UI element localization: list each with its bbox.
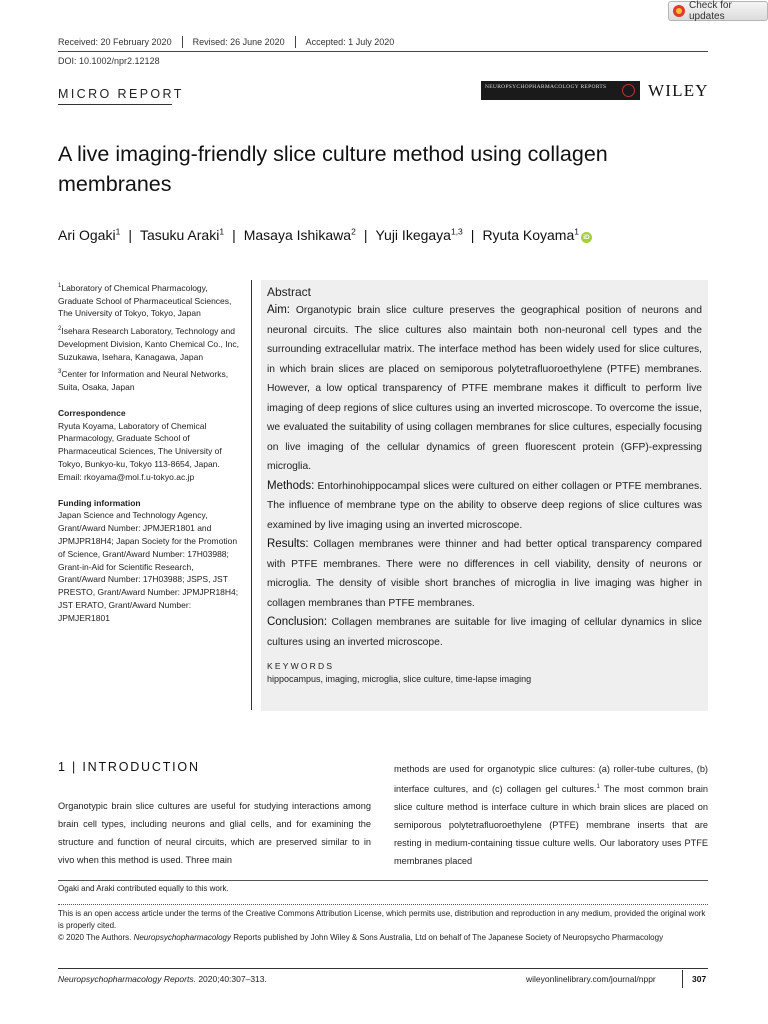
journal-website-link[interactable]: wileyonlinelibrary.com/journal/nppr — [526, 974, 656, 984]
affiliation: $^1$Laboratory of Chemical Pharmacology, Graduate School of Pharmaceutical Sciences, The University of Tokyo, Tokyo, Japan — [58, 282, 232, 319]
section-heading-introduction: 1 | INTRODUCTION — [58, 760, 200, 774]
journal-logo-text: NEUROPSYCHOPHARMACOLOGY REPORTS — [485, 84, 607, 90]
abstract-methods: Methods: Entorhinohippocampal slices were cultured on either collagen or PTFE membranes. The influence of membrane type on the ability to observe deep regions of slice cultures was examined by live imaging using an inverted microscope. — [267, 479, 702, 531]
body-paragraph: methods are used for organotypic slice cultures: (a) roller-tube cultures, (b) interface cultures, and (c) collagen gel cultures.$^1$ The most common brain slice culture method is interface culture in which brain slices are placed on semiporous polytetrafluoroethylene (PTFE) membrane inserts that are resting in medium-containing tissue culture wells. Our laboratory uses PTFE membranes placed — [394, 764, 708, 867]
author-list: Ari Ogaki$^1$ | Tasuku Araki$^1$ | Masaya Ishikawa$^2$ | Yuji Ikegaya$^{1,3}$ | Ryuta Koyama$^1$iD — [58, 226, 592, 243]
body-column-right — [394, 760, 708, 870]
keywords-heading: KEYWORDS — [267, 661, 335, 671]
author-info-column — [58, 280, 240, 625]
orcid-icon[interactable]: iD — [581, 232, 592, 243]
accepted-date: Accepted: 1 July 2020 — [295, 36, 405, 48]
correspondence-text: Ryuta Koyama, Laboratory of Chemical Pharmacology, Graduate School of Pharmaceutical Sciences, The University of Tokyo, Bunkyo-ku, Tokyo 113-8654, Japan. Email: rkoyama@mol.f.u-tokyo.ac.jp — [58, 420, 222, 482]
author[interactable]: Yuji Ikegaya$^{1,3}$ — [375, 226, 463, 243]
journal-logo — [481, 81, 640, 100]
correspondence-heading: Correspondence — [58, 407, 126, 418]
author[interactable]: Masaya Ishikawa$^2$ — [243, 226, 356, 243]
equal-contribution-note: Ogaki and Araki contributed equally to this work. — [58, 884, 229, 893]
body-column-left — [58, 760, 371, 869]
citation-ref[interactable]: 1 — [596, 784, 600, 790]
author[interactable]: Tasuku Araki$^1$ — [139, 226, 225, 243]
check-for-updates-label: Check for updates — [689, 0, 732, 22]
abstract-results: Results: Collagen membranes were thinner and had better optical transparency compared with PTFE membranes. There were no differences in cell viability, density of neurons or microglia. The density of visible short branches of microglia in live imaging was higher in collagen membranes than PTFE membranes. — [267, 538, 702, 609]
license-text: This is an open access article under the terms of the Creative Commons Attribution License, which permits use, distribution and reproduction in any medium, provided the original work is properly cited. © 2020 The Authors. Neuropsychopharmacology Reports published by John Wiley & Sons Australia, Ltd on behalf of The Japanese Society of Neuropsycho Pharmacology — [58, 909, 706, 942]
page-number: 307 — [692, 974, 707, 984]
abstract-aim: Aim: Organotypic brain slice culture preserves the geographical position of neurons and neuronal circuits. The slice cultures also maintain both non-neuronal cell types and the surrounding extracellular matrix. The interface method has been widely used for slice cultures, in which brain slices are placed on semiporous polytetrafluoroethylene (PTFE) membranes. However, a low optical transparency of PTFE membrane makes it difficult to perform live imaging of deep regions of slice cultures using an inverted microscope. To overcome the issue, we evaluated the suitability of using collagen membranes for slice cultures, especially focusing on live imaging of the cellular dynamics of green fluorescent protein (GFP)-expressing microglia. — [267, 304, 702, 472]
footer-rule — [58, 968, 708, 969]
received-date: Received: 20 February 2020 — [58, 37, 172, 47]
footnote-divider — [58, 904, 708, 905]
affiliation: $^3$Center for Information and Neural Networks, Suita, Osaka, Japan — [58, 369, 229, 393]
revised-date: Revised: 26 June 2020 — [182, 36, 295, 48]
abstract-heading: Abstract — [267, 285, 312, 299]
header-rule — [58, 51, 708, 52]
abstract-body — [267, 301, 702, 652]
article-title: A live imaging-friendly slice culture method using collagen membranes — [58, 142, 608, 196]
author[interactable]: Ari Ogaki$^1$ — [58, 226, 121, 243]
article-type: MICRO REPORT — [58, 87, 184, 101]
funding-text: Japan Science and Technology Agency, Grant/Award Number: JPMJER1801 and JPMJPR18H4; Japan Society for the Promotion of Science, Grant/Award Number: 17H03988; Grant-in-Aid for Scientific Research, Grant/Award Number: 17H03988; JSPS, JST PRESTO, Grant/Award Number: JPMJPR18H4; JST ERATO, Grant/Award Number: JPMJER1801 — [58, 510, 239, 623]
keywords: hippocampus, imaging, microglia, slice culture, time-lapse imaging — [267, 674, 532, 684]
page-number-divider — [682, 970, 683, 988]
citation: Neuropsychopharmacology Reports. 2020;40:307–313. — [58, 974, 267, 984]
journal-seal-icon — [622, 84, 635, 97]
author[interactable]: Ryuta Koyama$^1$ — [482, 226, 579, 243]
abstract-conclusion: Conclusion: Collagen membranes are suitable for live imaging of cellular dynamics in slice cultures using an inverted microscope. — [267, 616, 702, 648]
abstract-box — [261, 280, 708, 711]
doi: DOI: 10.1002/npr2.12128 — [58, 56, 160, 66]
funding-heading: Funding information — [58, 497, 141, 508]
article-type-underline — [58, 104, 172, 105]
body-paragraph: Organotypic brain slice cultures are useful for studying interactions among brain cell types, including neurons and glial cells, and for examining the structure and function of neural circuits, which are preserved similar to in vivo when this method is used. Three main — [58, 801, 371, 865]
column-divider — [251, 280, 252, 710]
article-dates — [58, 36, 404, 48]
affiliation: $^2$Isehara Research Laboratory, Technology and Development Division, Kanto Chemical Co., Inc, Suzukawa, Isehara, Kanagawa, Japan — [58, 326, 239, 362]
publisher-logo: WILEY — [648, 81, 709, 100]
crossmark-icon — [673, 5, 685, 17]
check-for-updates-button[interactable] — [668, 1, 768, 21]
footnote-rule — [58, 880, 708, 881]
